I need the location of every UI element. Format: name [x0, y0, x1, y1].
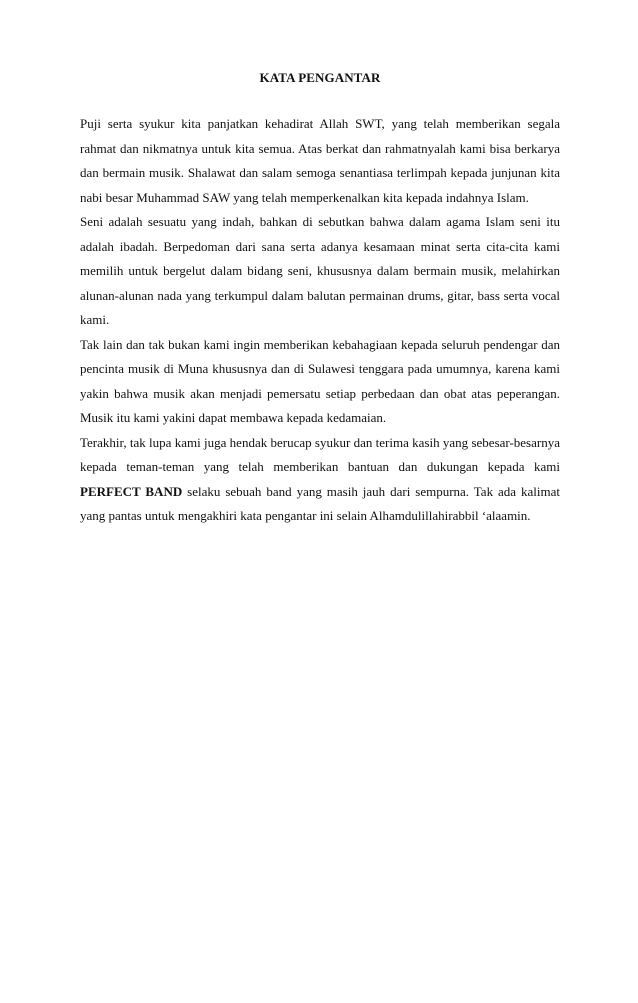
page-title: KATA PENGANTAR	[259, 70, 381, 85]
paragraph-3: Tak lain dan tak bukan kami ingin memberikan kebahagiaan kepada seluruh pendengar dan pencinta musik di Muna khususnya dan di Sulawesi tenggara pada umumnya, karena kami yakin bahwa musik akan menjadi pemersatu setiap perbedaan dan obat atas peperangan. Musik itu kami yakini dapat membawa kepada kedamaian.	[80, 336, 560, 425]
document-page	[80, 70, 560, 529]
paragraph-2: Seni adalah sesuatu yang indah, bahkan di sebutkan bahwa dalam agama Islam seni itu adalah ibadah. Berpedoman dari sana serta adanya kesamaan minat serta cita-cita kami memilih untuk bergelut dalam bidang seni, khususnya dalam bermain musik, melahirkan alunan-alunan nada yang terkumpul dalam balutan permainan drums, gitar, bass serta vocal kami.	[80, 214, 560, 327]
band-name: PERFECT BAND	[80, 483, 183, 499]
paragraph-4-text-before: Terakhir, tak lupa kami juga hendak berucap syukur dan terima kasih yang sebesar-besarnya kepada teman-teman yang telah memberikan bantuan dan dukungan kepada kami	[80, 434, 560, 474]
paragraph-1: Puji serta syukur kita panjatkan kehadirat Allah SWT, yang telah memberikan segala rahmat dan nikmatnya untuk kita semua. Atas berkat dan rahmatnyalah kami bisa berkarya dan bermain musik. Shalawat dan salam semoga senantiasa terlimpah kepada junjunan kita nabi besar Muhammad SAW yang telah memperkenalkan kita kepada indahnya Islam.	[80, 116, 560, 205]
paragraph-4	[80, 431, 560, 529]
paragraph-4-text-after: selaku sebuah band yang masih jauh dari sempurna. Tak ada kalimat yang pantas untuk mengakhiri kata pengantar ini selain Alhamdulillahirabbil ‘alaamin.	[80, 483, 560, 523]
